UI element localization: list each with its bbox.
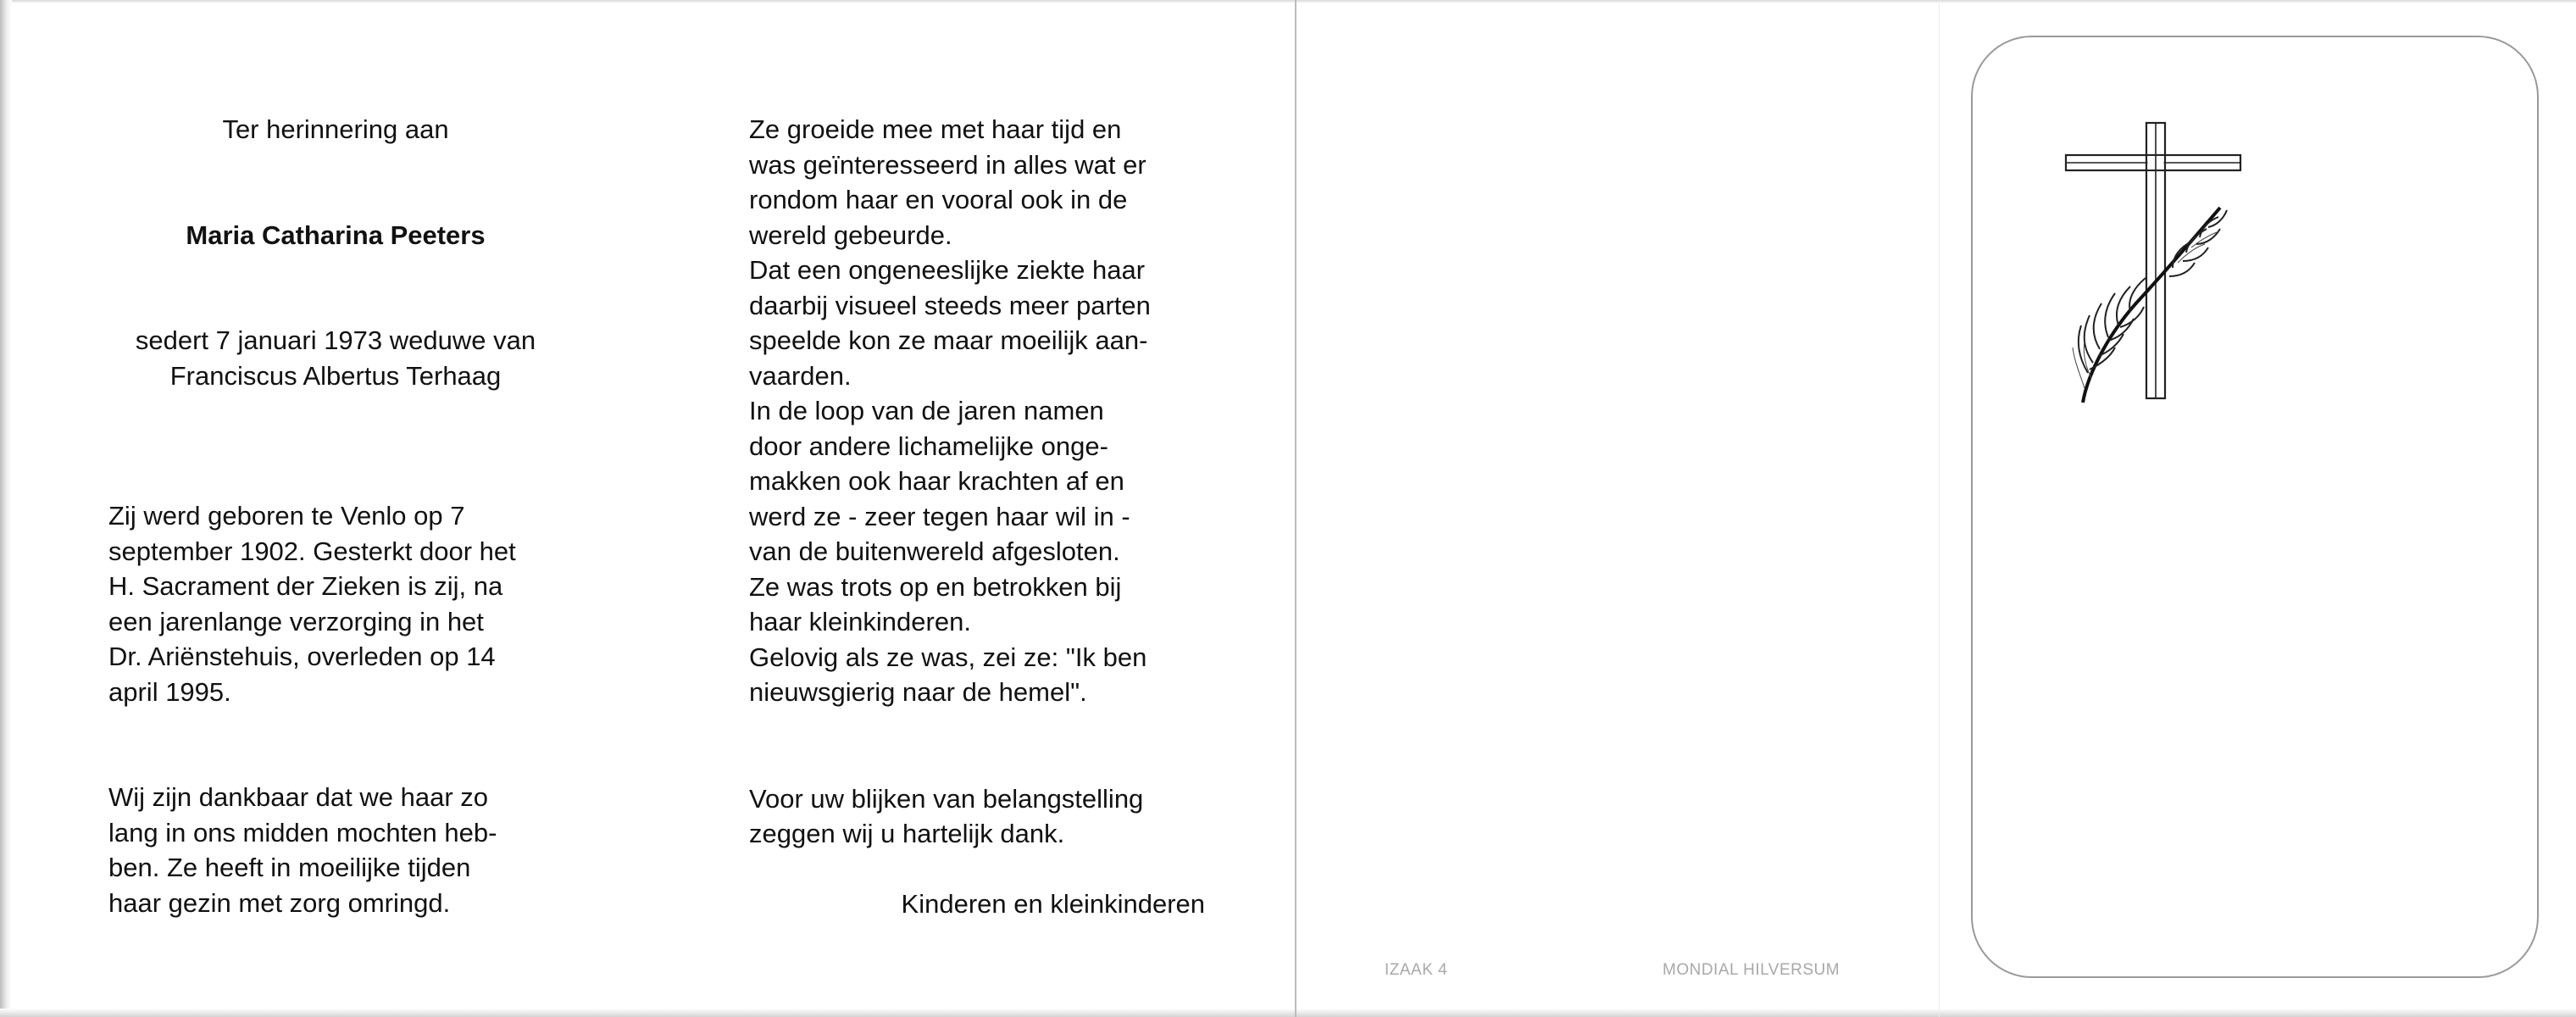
printer-code: IZAAK 4 (1385, 961, 1448, 979)
life-line: haar kleinkinderen. (749, 607, 971, 636)
closing-line: Voor uw blijken van belangstelling (749, 783, 1144, 814)
birth-line: H. Sacrament der Zieken is zij, na (108, 571, 503, 601)
card-bottom-edge (0, 1009, 2576, 1017)
life-line: werd ze - zeer tegen haar wil in - (749, 501, 1130, 531)
life-line: Gelovig als ze was, zei ze: "Ik ben (749, 642, 1147, 672)
closing-paragraph (749, 781, 1205, 852)
life-line: door andere lichamelijke onge- (749, 431, 1108, 461)
life-line: Ze groeide mee met haar tijd en (749, 114, 1122, 144)
life-line: makken ook haar krachten af en (749, 466, 1124, 496)
life-line: rondom haar en vooral ook in de (749, 185, 1128, 214)
memorial-text-left-column (108, 112, 563, 920)
card-top-edge (0, 0, 2576, 3)
thanks-line: lang in ons midden mochten heb- (108, 817, 497, 848)
closing-line: zeggen wij u hartelijk dank. (749, 819, 1065, 848)
birth-line: een jarenlange verzorging in het (108, 606, 484, 636)
birth-line: Zij werd geboren te Venlo op 7 (108, 501, 465, 531)
signature: Kinderen en kleinkinderen (901, 888, 1205, 919)
thanks-line: ben. Ze heeft in moeilijke tijden (108, 853, 471, 882)
printer-name: MONDIAL HILVERSUM (1663, 961, 1840, 979)
card-fold-line (1295, 0, 1296, 1017)
front-panel-frame (1971, 36, 2539, 978)
memorial-header (108, 112, 563, 393)
thanks-paragraph (108, 780, 563, 920)
widow-line-1: sedert 7 januari 1973 weduwe van (135, 325, 536, 355)
memorial-text-middle-column (749, 112, 1205, 921)
life-line: was geïnteresseerd in alles wat er (749, 149, 1146, 180)
cross-with-palm-branch-icon (2059, 119, 2254, 407)
life-paragraph (749, 112, 1205, 710)
life-line: wereld gebeurde. (749, 220, 952, 250)
inner-fold-line (1939, 0, 1940, 1017)
thanks-line: haar gezin met zorg omringd. (108, 887, 451, 918)
life-line: vaarden. (749, 360, 852, 391)
birth-line: Dr. Ariënstehuis, overleden op 14 (108, 642, 496, 671)
thanks-line: Wij zijn dankbaar dat we haar zo (108, 782, 489, 812)
life-line: van de buitenwereld afgesloten. (749, 536, 1120, 566)
widow-line-2: Franciscus Albertus Terhaag (169, 360, 502, 391)
deceased-name: Maria Catharina Peeters (186, 220, 486, 250)
life-line: daarbij visueel steeds meer parten (749, 290, 1151, 320)
card-left-edge (0, 0, 12, 1017)
memorial-intro: Ter herinnering aan (222, 114, 449, 144)
life-line: Ze was trots op en betrokken bij (749, 571, 1122, 602)
life-line: Dat een ongeneeslijke ziekte haar (749, 255, 1146, 285)
birth-paragraph (108, 498, 563, 709)
life-line: In de loop van de jaren namen (749, 396, 1104, 425)
life-line: nieuwsgierig naar de hemel". (749, 677, 1087, 707)
life-line: speelde kon ze maar moeilijk aan- (749, 325, 1148, 355)
birth-line: september 1902. Gesterkt door het (108, 536, 516, 566)
birth-line: april 1995. (108, 676, 231, 707)
